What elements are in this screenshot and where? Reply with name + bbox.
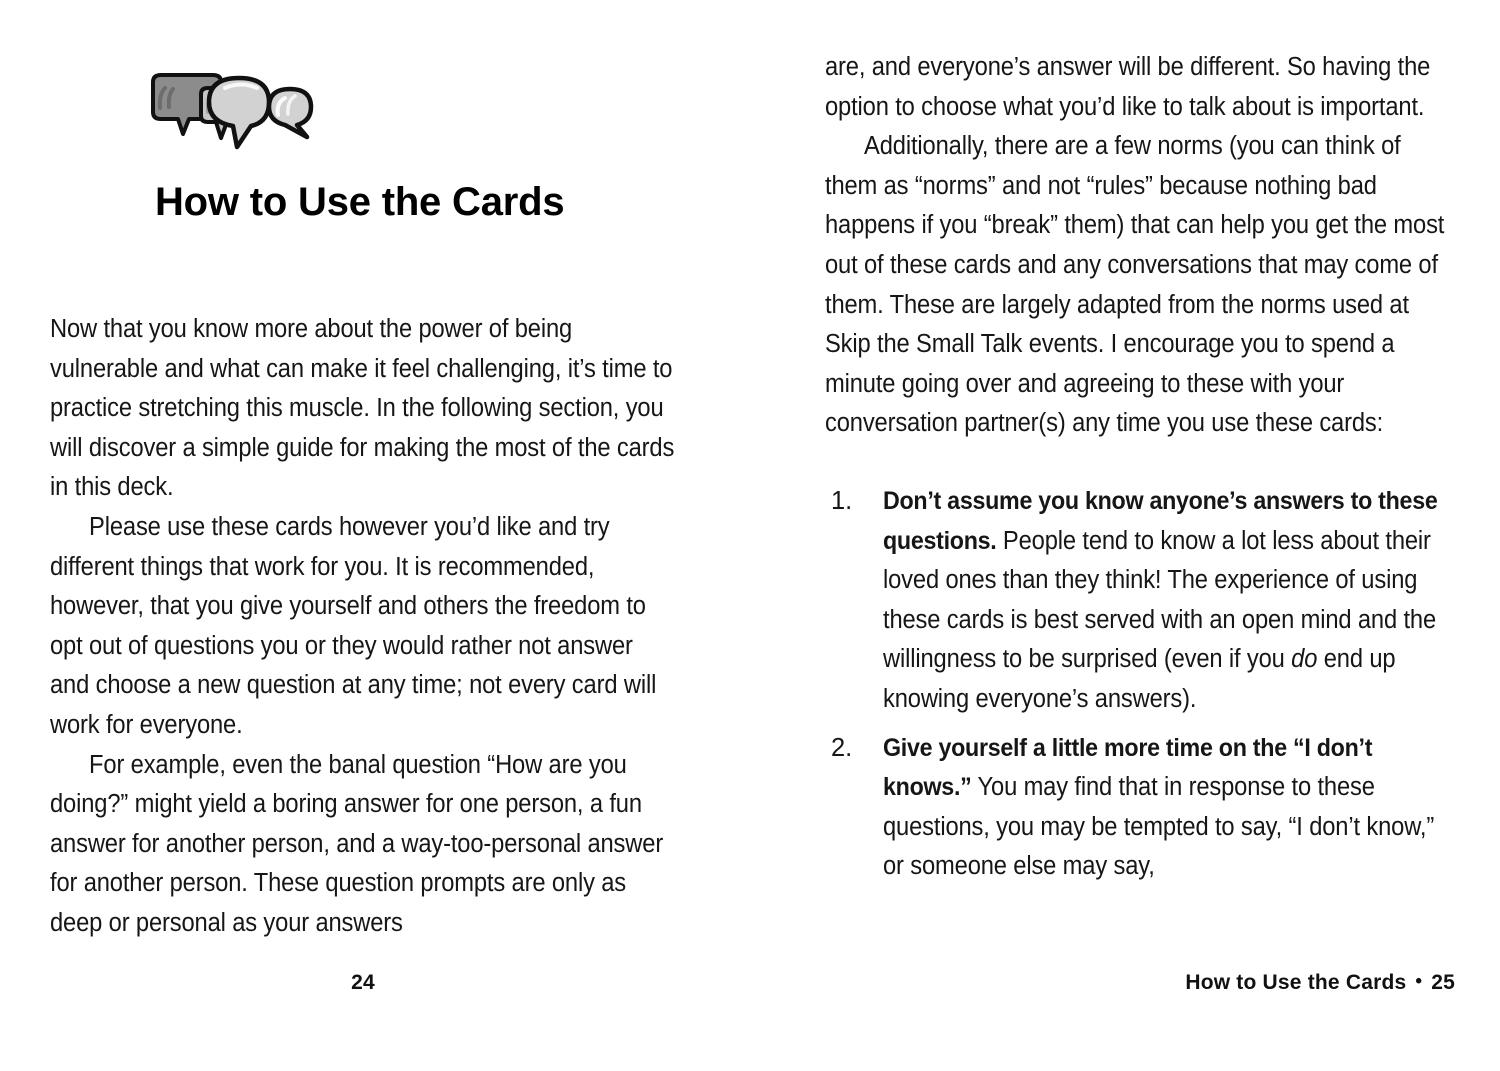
running-head-text: How to Use the Cards [1185,971,1407,994]
paragraph: Now that you know more about the power of being vulnerable and what can make it feel challenging, it’s time to practice stretching this muscle. In the following section, you will discover a simple guide for making the most of the cards in this deck. [50,315,675,502]
paragraph: Please use these cards however you’d like and try different things that work for you. It is recommended, however, that you give yourself and others the freedom to opt out of questions you or they would rather not answer and choose a new question at any time; not every card will work for everyone. [50,512,657,739]
right-body [825,48,1455,444]
list-item-emphasis: do [1291,645,1318,674]
list-item-body: People tend to know a lot less about their loved ones than they think! The experience of using these cards is best served with an open mind and the willingness to be surprised (even if you [883,526,1437,674]
separator-dot: • [1415,971,1423,992]
list-item [825,729,1455,887]
paragraph: For example, even the banal question “How are you doing?” might yield a boring answer for one person, a fun answer for another person, and a way-too-personal answer for another person. These question prompts are only as deep or personal as your answers [50,750,664,937]
list-item-body-tail: end up knowing everyone’s answers). [883,645,1396,713]
list-item-number: 1. [831,486,853,515]
list-item [825,482,1455,720]
list-item-body: You may find that in response to these questions, you may be tempted to say, “I don’t know,” or someone else may say, [883,773,1435,881]
page-title: How to Use the Cards [155,180,565,224]
list-item-lead: Don’t assume you know anyone’s answers to these questions. [883,486,1438,555]
norms-list [825,482,1455,887]
left-body [50,310,675,944]
running-footer-right [1185,971,1455,995]
paragraph: Additionally, there are a few norms (you can think of them as “norms” and not “rules” because nothing bad happens if you “break” them) that can help you get the most out of these cards and any conversations that may come of them. These are largely adapted from the norms used at Skip the Small Talk events. I encourage you to spend a minute going over and agreeing to these with your conversation partner(s) any time you use these cards: [825,132,1445,438]
right-page [750,0,1500,1071]
page-number-left [0,971,750,995]
list-item-text [883,482,1455,720]
list-item-lead: Give yourself a little more time on the “I don’t knows.” [883,733,1373,802]
list-item-number: 2. [831,733,853,762]
page-number-value: 24 [351,971,375,994]
speech-bubbles-icon [50,72,675,152]
list-item-text [883,729,1455,887]
page-number-value: 25 [1431,971,1455,994]
paragraph: are, and everyone’s answer will be different. So having the option to choose what you’d like to talk about is important. [825,53,1431,121]
